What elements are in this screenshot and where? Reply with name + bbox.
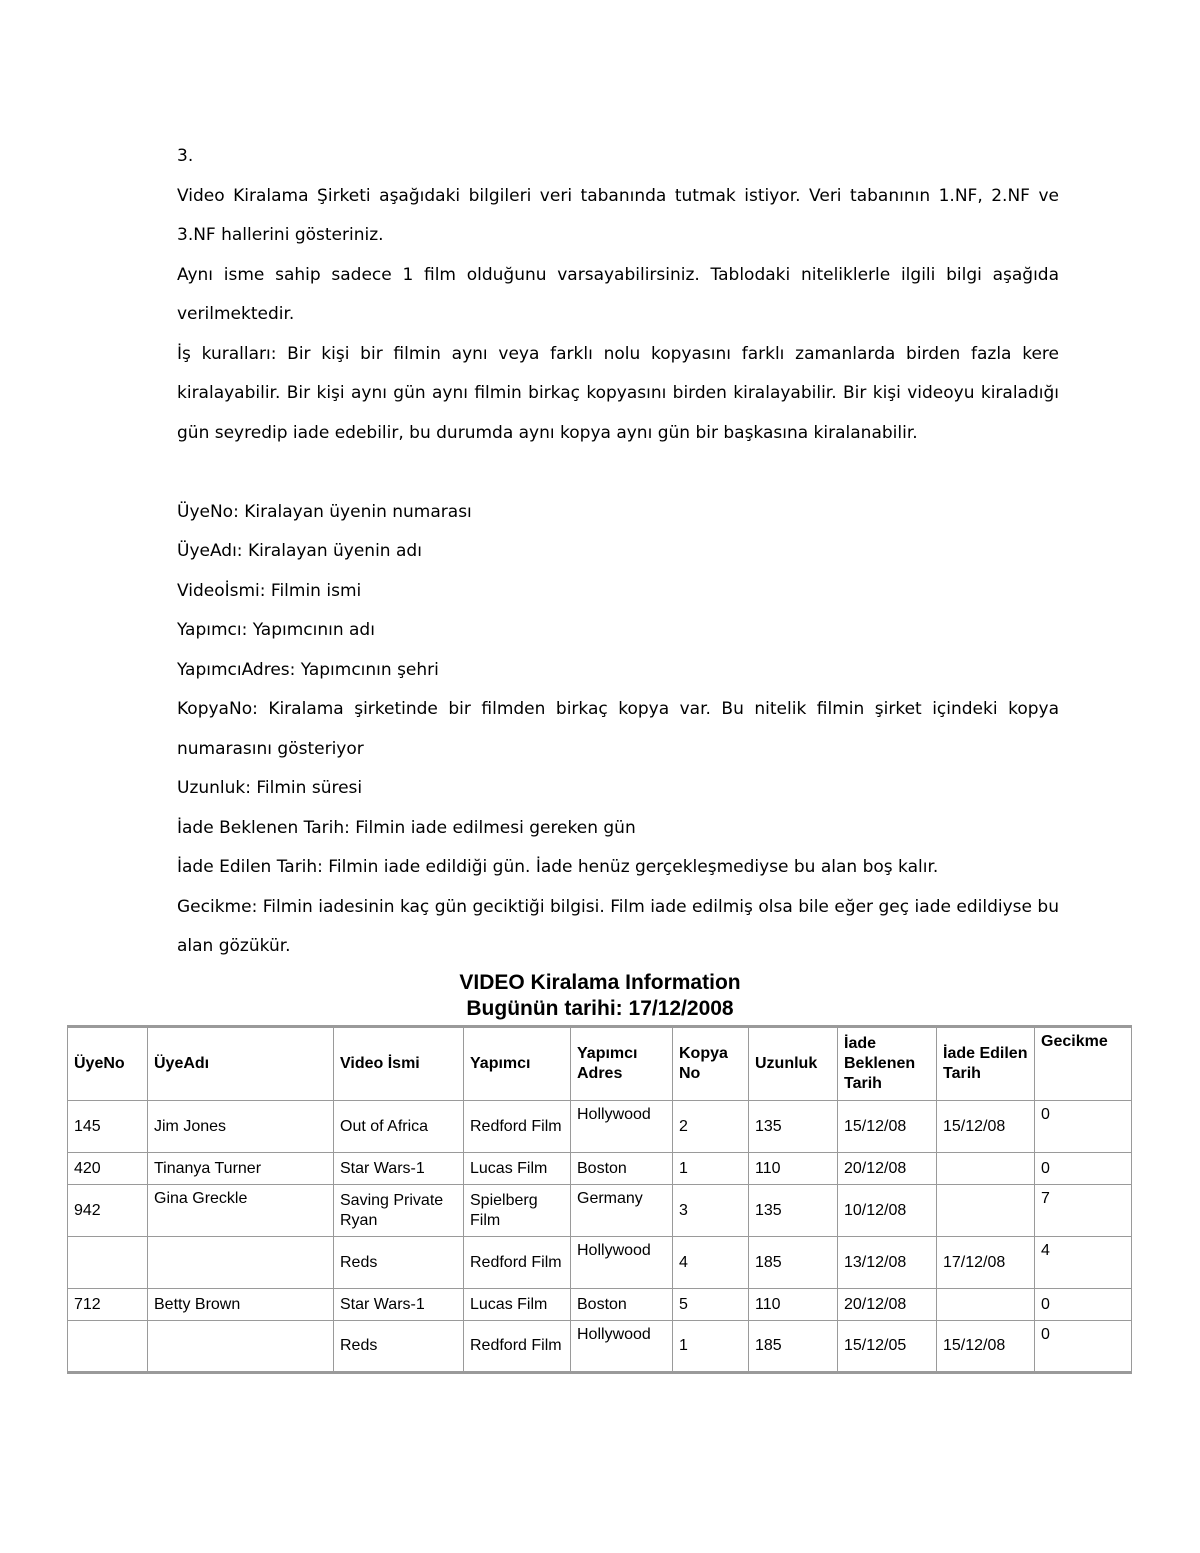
cell-yapimci: Redford Film xyxy=(464,1237,571,1289)
cell-edilen: 17/12/08 xyxy=(937,1237,1035,1289)
definition-gecikme: Gecikme: Filmin iadesinin kaç gün geciktiği bilgisi. Film iade edilmiş olsa bile eğer geç iade edildiyse bu alan gözükür. xyxy=(177,896,1059,956)
cell-kopya: 4 xyxy=(673,1237,749,1289)
definition-yapimci: Yapımcı: Yapımcının adı xyxy=(177,620,375,640)
header-uyeno: ÜyeNo xyxy=(68,1027,148,1101)
definition-uyeadi: ÜyeAdı: Kiralayan üyenin adı xyxy=(177,541,422,561)
definition-kopyano: KopyaNo: Kiralama şirketinde bir filmden birkaç kopya var. Bu nitelik filmin şirket içindeki kopya numarasını gösteriyor xyxy=(177,699,1059,759)
cell-gecikme: 0 xyxy=(1035,1101,1132,1153)
question-text xyxy=(177,137,1059,967)
cell-yapimci: Lucas Film xyxy=(464,1153,571,1185)
cell-video: Star Wars-1 xyxy=(334,1289,464,1321)
cell-adres: Hollywood xyxy=(571,1101,673,1153)
header-kopya-no: Kopya No xyxy=(673,1027,749,1101)
cell-video: Star Wars-1 xyxy=(334,1153,464,1185)
cell-edilen xyxy=(937,1153,1035,1185)
header-gecikme: Gecikme xyxy=(1035,1027,1132,1101)
cell-uzunluk: 185 xyxy=(749,1321,838,1373)
cell-video: Reds xyxy=(334,1321,464,1373)
intro-paragraph: Video Kiralama Şirketi aşağıdaki bilgileri veri tabanında tutmak istiyor. Veri tabanının 1.NF, 2.NF ve 3.NF hallerini gösteriniz. xyxy=(177,185,1059,245)
cell-uyeno xyxy=(68,1321,148,1373)
cell-beklenen: 20/12/08 xyxy=(838,1153,937,1185)
cell-gecikme: 0 xyxy=(1035,1289,1132,1321)
cell-uyeadi: Jim Jones xyxy=(148,1101,334,1153)
table-row xyxy=(68,1237,1132,1289)
cell-edilen xyxy=(937,1289,1035,1321)
table-subtitle: Bugünün tarihi: 17/12/2008 xyxy=(466,997,734,1020)
header-uzunluk: Uzunluk xyxy=(749,1027,838,1101)
cell-yapimci: Lucas Film xyxy=(464,1289,571,1321)
cell-adres: Boston xyxy=(571,1153,673,1185)
cell-adres: Germany xyxy=(571,1185,673,1237)
cell-yapimci: Redford Film xyxy=(464,1321,571,1373)
header-yapimci: Yapımcı xyxy=(464,1027,571,1101)
table-row xyxy=(68,1153,1132,1185)
cell-uyeadi: Gina Greckle xyxy=(148,1185,334,1237)
cell-kopya: 1 xyxy=(673,1321,749,1373)
definition-iade-beklenen: İade Beklenen Tarih: Filmin iade edilmesi gereken gün xyxy=(177,817,636,838)
cell-beklenen: 15/12/08 xyxy=(838,1101,937,1153)
cell-beklenen: 10/12/08 xyxy=(838,1185,937,1237)
business-rules-paragraph: İş kuralları: Bir kişi bir filmin aynı veya farklı nolu kopyasını farklı zamanlarda birden fazla kere kiralayabilir. Bir kişi aynı gün aynı filmin birkaç kopyasını birden kiralayabilir. Bir kişi videoyu kiraladığı gün seyredip iade edebilir, bu durumda aynı kopya aynı gün bir başkasına kiralanabilir. xyxy=(177,343,1059,443)
cell-beklenen: 20/12/08 xyxy=(838,1289,937,1321)
cell-video: Reds xyxy=(334,1237,464,1289)
header-uyeadi: ÜyeAdı xyxy=(148,1027,334,1101)
cell-uzunluk: 110 xyxy=(749,1153,838,1185)
table-row xyxy=(68,1321,1132,1373)
cell-yapimci: Redford Film xyxy=(464,1101,571,1153)
definition-uzunluk: Uzunluk: Filmin süresi xyxy=(177,778,363,798)
cell-uyeno xyxy=(68,1237,148,1289)
cell-kopya: 3 xyxy=(673,1185,749,1237)
cell-uzunluk: 135 xyxy=(749,1185,838,1237)
cell-kopya: 5 xyxy=(673,1289,749,1321)
table-header-row xyxy=(68,1027,1132,1101)
header-video-ismi: Video İsmi xyxy=(334,1027,464,1101)
table-row xyxy=(68,1289,1132,1321)
cell-uzunluk: 135 xyxy=(749,1101,838,1153)
question-number: 3. xyxy=(177,146,194,166)
assumption-paragraph: Aynı isme sahip sadece 1 film olduğunu varsayabilirsiniz. Tablodaki niteliklerle ilgili bilgi aşağıda verilmektedir. xyxy=(177,264,1059,324)
cell-uzunluk: 185 xyxy=(749,1237,838,1289)
rental-table xyxy=(67,1025,1132,1374)
cell-adres: Hollywood xyxy=(571,1237,673,1289)
cell-video: Saving Private Ryan xyxy=(334,1185,464,1237)
cell-uyeadi xyxy=(148,1321,334,1373)
table-row xyxy=(68,1101,1132,1153)
cell-yapimci: Spielberg Film xyxy=(464,1185,571,1237)
cell-gecikme: 7 xyxy=(1035,1185,1132,1237)
cell-uyeadi: Betty Brown xyxy=(148,1289,334,1321)
definition-uyeno: ÜyeNo: Kiralayan üyenin numarası xyxy=(177,501,472,522)
cell-beklenen: 13/12/08 xyxy=(838,1237,937,1289)
cell-uyeno: 712 xyxy=(68,1289,148,1321)
definition-yapimciadres: YapımcıAdres: Yapımcının şehri xyxy=(177,659,439,680)
cell-gecikme: 0 xyxy=(1035,1153,1132,1185)
cell-uyeno: 420 xyxy=(68,1153,148,1185)
cell-uzunluk: 110 xyxy=(749,1289,838,1321)
definition-videoismi: Videoİsmi: Filmin ismi xyxy=(177,580,362,601)
cell-uyeno: 145 xyxy=(68,1101,148,1153)
cell-edilen: 15/12/08 xyxy=(937,1321,1035,1373)
table-title: VIDEO Kiralama Information xyxy=(459,971,741,994)
cell-beklenen: 15/12/05 xyxy=(838,1321,937,1373)
cell-video: Out of Africa xyxy=(334,1101,464,1153)
cell-gecikme: 0 xyxy=(1035,1321,1132,1373)
cell-kopya: 1 xyxy=(673,1153,749,1185)
table-heading xyxy=(0,970,1200,1022)
spacer xyxy=(177,453,1059,493)
cell-uyeadi: Tinanya Turner xyxy=(148,1153,334,1185)
cell-gecikme: 4 xyxy=(1035,1237,1132,1289)
definition-iade-edilen: İade Edilen Tarih: Filmin iade edildiği gün. İade henüz gerçekleşmediyse bu alan boş kalır. xyxy=(177,857,939,877)
cell-uyeno: 942 xyxy=(68,1185,148,1237)
header-iade-edilen: İade Edilen Tarih xyxy=(937,1027,1035,1101)
cell-uyeadi xyxy=(148,1237,334,1289)
header-yapimci-adres: Yapımcı Adres xyxy=(571,1027,673,1101)
cell-adres: Boston xyxy=(571,1289,673,1321)
cell-edilen: 15/12/08 xyxy=(937,1101,1035,1153)
cell-adres: Hollywood xyxy=(571,1321,673,1373)
cell-edilen xyxy=(937,1185,1035,1237)
header-iade-beklenen: İade Beklenen Tarih xyxy=(838,1027,937,1101)
table-row xyxy=(68,1185,1132,1237)
cell-kopya: 2 xyxy=(673,1101,749,1153)
